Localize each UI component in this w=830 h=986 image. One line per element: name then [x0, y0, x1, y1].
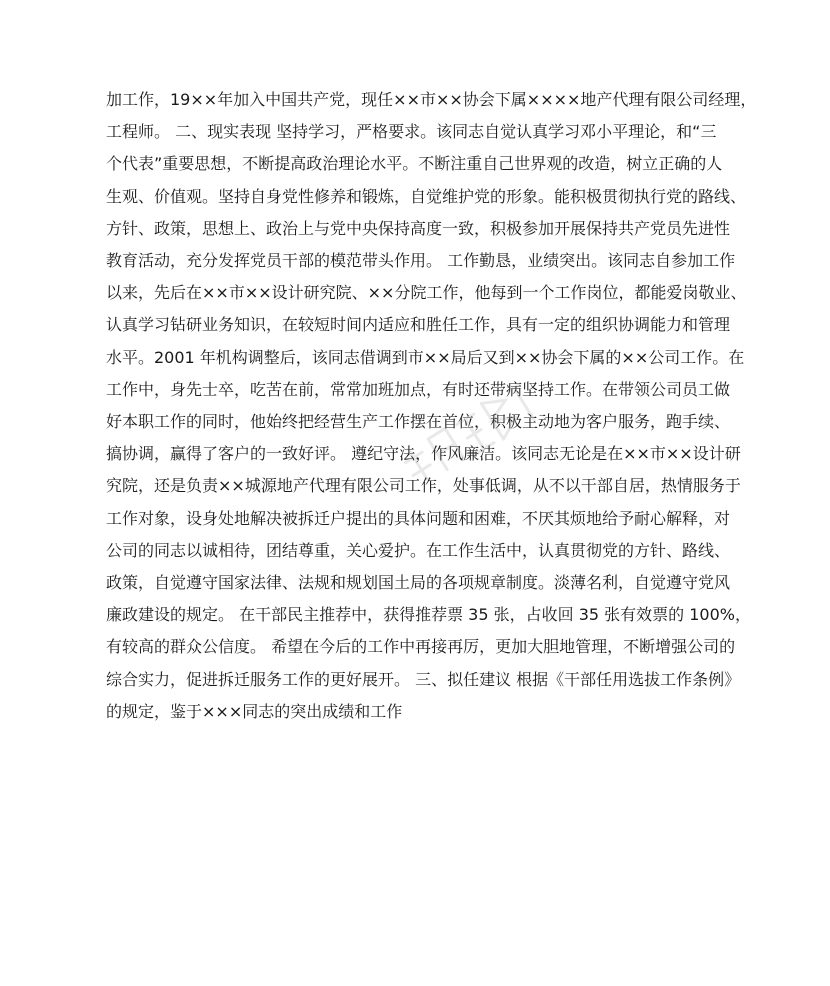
text-line: 个代表”重要思想，不断提高政治理论水平。不断注重自己世界观的改造，树立正确的人: [106, 154, 723, 174]
text-line: 水平。2001 年机构调整后，该同志借调到市××局后又到××协会下属的××公司工作。在: [106, 347, 745, 367]
text-line: 工作中，身先士卒，吃苦在前，常常加班加点，有时还带病坚持工作。在带领公司员工做: [106, 379, 731, 399]
text-line: 综合实力，促进拆迁服务工作的更好展开。 三、拟任建议 根据《干部任用选拔工作条例》: [106, 669, 741, 689]
text-line: 生观、价值观。坚持自身党性修养和锻炼，自觉维护党的形象。能积极贯彻执行党的路线、: [106, 186, 747, 206]
text-line: 有较高的群众公信度。 希望在今后的工作中再接再厉，更加大胆地管理，不断增强公司的: [106, 637, 736, 657]
text-line: 究院，还是负责××城源地产代理有限公司工作，处事低调，从不以干部自居，热情服务于: [106, 476, 741, 496]
text-line: 廉政建设的规定。 在干部民主推荐中，获得推荐票 35 张，占收回 35 张有效票的 100%，: [106, 605, 751, 625]
text-line: 认真学习钻研业务知识，在较短时间内适应和胜任工作，具有一定的组织协调能力和管理: [106, 315, 731, 335]
text-line: 以来，先后在××市××设计研究院、××分院工作，他每到一个工作岗位，都能爱岗敬业、: [106, 283, 747, 303]
text-line: 搞协调，赢得了客户的一致好评。 遵纪守法，作风廉洁。该同志无论是在××市××设计研: [106, 444, 741, 464]
text-line: 教育活动，充分发挥党员干部的模范带头作用。 工作勤恳，业绩突出。该同志自参加工作: [106, 251, 736, 271]
text-line: 工作对象，设身处地解决被拆迁户提出的具体问题和困难，不厌其烦地给予耐心解释，对: [106, 508, 731, 528]
text-line: 政策，自觉遵守国家法律、法规和规划国土局的各项规章制度。淡薄名利，自觉遵守党风: [106, 573, 731, 593]
body-text: [106, 84, 757, 728]
text-line: 的规定，鉴于×××同志的突出成绩和工作: [106, 701, 403, 721]
text-line: 工程师。 二、现实表现 坚持学习，严格要求。该同志自觉认真学习邓小平理论，和“三: [106, 122, 717, 142]
text-line: 公司的同志以诚相待，团结尊重，关心爱护。在工作生活中，认真贯彻党的方针、路线、: [106, 540, 731, 560]
text-line: 好本职工作的同时，他始终把经营生产工作摆在首位，积极主动地为客户服务，跑手续、: [106, 412, 731, 432]
text-line: 方针、政策，思想上、政治上与党中央保持高度一致，积极参加开展保持共产党员先进性: [106, 218, 731, 238]
text-line: 加工作，19××年加入中国共产党，现任××市××协会下属××××地产代理有限公司经理，: [106, 90, 757, 109]
